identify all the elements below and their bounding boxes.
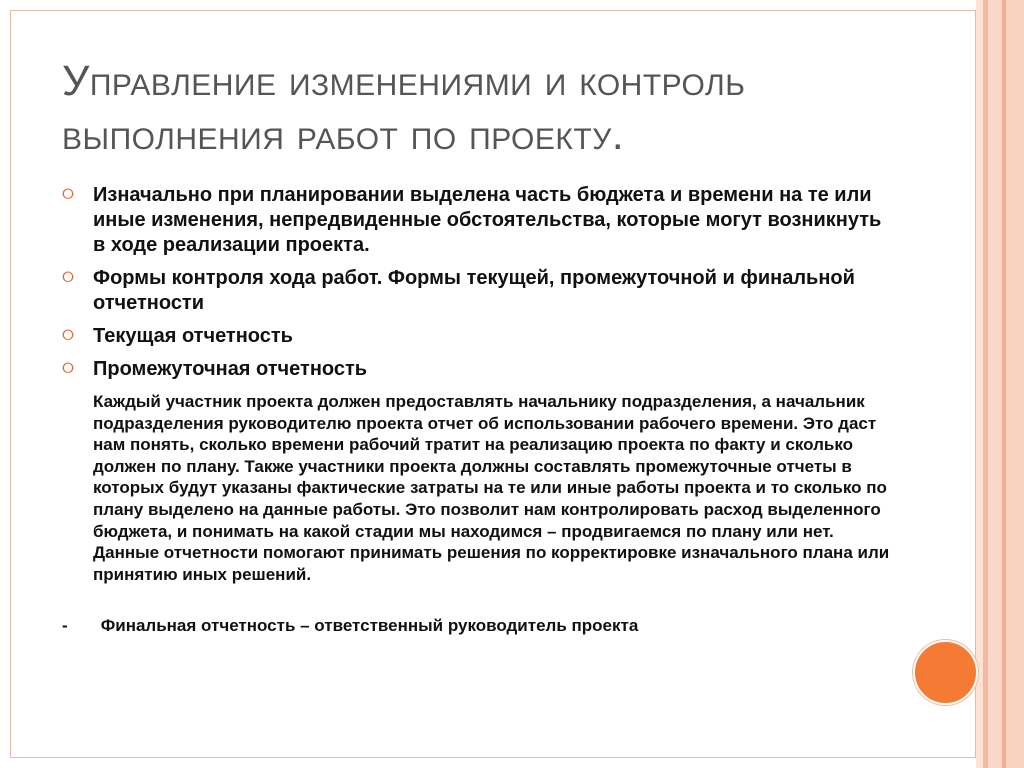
- decorative-stripe-1: [976, 0, 983, 768]
- bullet-text: Формы контроля хода работ. Формы текущей, промежуточной и финальной отчетности: [93, 267, 855, 314]
- dash-marker: -: [62, 616, 68, 635]
- bullet-list: [62, 183, 882, 390]
- reporting-paragraph: Каждый участник проекта должен предоставлять начальнику подразделения, а начальник подразделения руководителю проекта отчет об использовании рабочего времени. Это даст нам понять, сколько времени рабочий тратит на реализацию проекта по факту и сколько должен по плану. Также участники проекта должны составлять промежуточные отчеты в которых будут указаны фактические затраты на те или иные работы проекта и то сколько по плану выделено на данные работы. Это позволит нам контролировать расход выделенного бюджета, и понимать на какой стадии мы находимся – продвигаемся по плану или нет. Данные отчетности помогают принимать решения по корректировке изначального плана или принятию иных решений.: [93, 392, 890, 584]
- final-reporting-text: Финальная отчетность – ответственный руководитель проекта: [100, 616, 639, 635]
- slide-title: Управление изменениями и контроль выполнения работ по проекту.: [62, 57, 746, 159]
- decorative-circle-icon: [913, 640, 978, 705]
- decorative-stripe-3: [988, 0, 1002, 768]
- decorative-stripe-5: [1006, 0, 1024, 768]
- final-reporting-line: [62, 615, 842, 637]
- bullet-icon: ⭘: [62, 360, 75, 377]
- bullet-text: Текущая отчетность: [93, 325, 293, 347]
- bullet-item: [62, 357, 882, 382]
- bullet-item: [62, 183, 882, 258]
- bullet-text: Промежуточная отчетность: [93, 358, 368, 380]
- bullet-icon: ⭘: [62, 269, 75, 286]
- bullet-icon: ⭘: [62, 327, 75, 344]
- bullet-text: Изначально при планировании выделена часть бюджета и времени на те или иные изменения, непредвиденные обстоятельства, которые могут возникнуть в ходе реализации проекта.: [93, 184, 882, 256]
- bullet-item: [62, 324, 882, 349]
- bullet-item: [62, 266, 882, 316]
- bullet-icon: ⭘: [62, 186, 75, 203]
